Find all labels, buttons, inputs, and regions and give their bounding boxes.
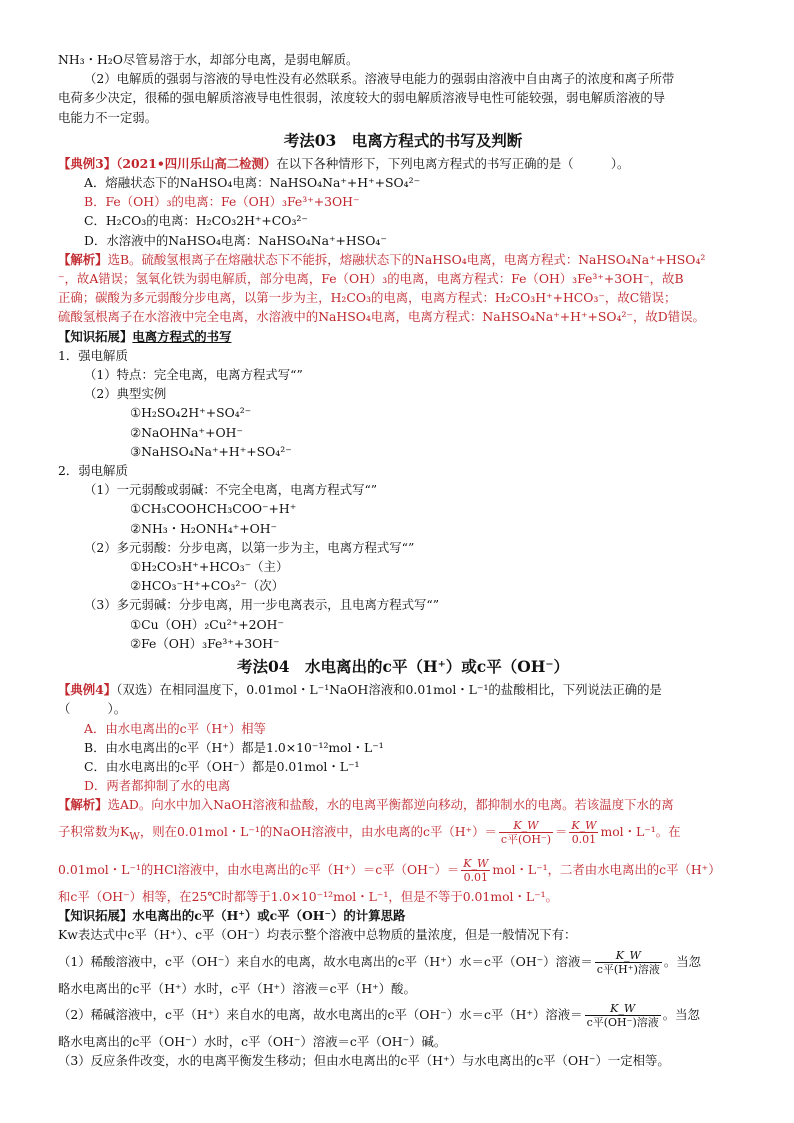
extension-list-item: （2）典型实例 — [84, 386, 167, 402]
section-heading-03: 考法03 电离方程式的书写及判断 — [283, 130, 523, 150]
option-a-correct: A．由水电离出的c平（H⁺）相等 — [84, 720, 266, 736]
intro-line: NH₃・H₂O尽管易溶于水，却部分电离，是弱电解质。 — [58, 52, 359, 67]
fraction-kw-over-001: $\frac{K\_W}{0.01}$ — [463, 856, 489, 884]
extension-tag: 【知识拓展】 — [58, 328, 133, 344]
fraction-kw-over-001: $\frac{K\_W}{0.01}$ — [571, 818, 597, 846]
extension-line: Kw表达式中c平（H⁺）、c平（OH⁻）均表示整个溶液中总物质的量浓度，但是一般情况下有： — [58, 927, 577, 943]
example-stem: 在以下各种情形下，下列电离方程式的书写正确的是（ ）。 — [276, 155, 630, 171]
extension-list-item: ②NH₃・H₂ONH₄⁺+OH⁻ — [130, 520, 278, 536]
section-heading-04: 考法04 水电离出的c平（H⁺）或c平（OH⁻） — [236, 657, 570, 677]
analysis-line: ⁻，故A错误；氢氧化铁为弱电解质，部分电离，Fe（OH）₃的电离，电离方程式：Fe（OH）₃Fe³⁺+3OH⁻，故B — [58, 271, 684, 287]
option-c: C．由水电离出的c平（OH⁻）都是0.01mol・L⁻¹ — [84, 758, 360, 774]
analysis-text: mol・L⁻¹，二者由水电离出的c平（H⁺） — [492, 861, 721, 877]
example-source: （2021•四川乐山高二检测） — [116, 155, 277, 171]
document-page — [58, 50, 748, 1070]
analysis-line: 选B。硫酸氢根离子在熔融状态下不能拆，熔融状态下的NaHSO₄电离，电离方程式：NaHSO₄Na⁺+HSO₄² — [107, 251, 706, 267]
analysis-line-formula — [58, 815, 748, 853]
extension-text: 。当忽 — [663, 953, 702, 969]
extension-list-item: 2．弱电解质 — [58, 463, 128, 479]
extension-list-item: ①Cu（OH）₂Cu²⁺+2OH⁻ — [130, 616, 285, 632]
extension-text: 。当忽 — [662, 1006, 700, 1022]
extension-line: （3）反应条件改变，水的电离平衡发生移动；但由水电离出的c平（H⁺）与水电离出的c平（OH⁻）一定相等。 — [58, 1053, 670, 1068]
extension-list-item: ②Fe（OH）₃Fe³⁺+3OH⁻ — [130, 635, 280, 651]
analysis-text: 子积常数为K — [58, 823, 130, 839]
extension-text: （1）稀酸溶液中，c平（OH⁻）来自水的电离，故水电离出的c平（H⁺）水＝c平（OH⁻）溶液＝ — [58, 953, 593, 969]
analysis-text: ，则在0.01mol・L⁻¹的NaOH溶液中，由水电离的c平（H⁺）＝ — [139, 823, 497, 839]
extension-title: 水电离出的c平（H⁺）或c平（OH⁻）的计算思路 — [132, 908, 406, 924]
analysis-text: 0.01mol・L⁻¹的HCl溶液中，由水电离出的c平（H⁺）＝c平（OH⁻）＝ — [58, 861, 460, 877]
extension-title: 电离方程式的书写 — [132, 328, 232, 344]
example-tag: 【典例4】 — [58, 682, 117, 698]
extension-list-item: ①CH₃COOHCH₃COO⁻+H⁺ — [130, 501, 297, 517]
intro-line: （2）电解质的强弱与溶液的导电性没有必然联系。溶液导电能力的强弱由溶液中自由离子的浓度和离子所带 — [84, 71, 675, 87]
fraction-kw-over-coh: $\frac{K\_W}{\text{c平(OH⁻)}}$ — [500, 818, 552, 846]
analysis-tag: 【解析】 — [58, 797, 108, 813]
extension-list-item: （3）多元弱碱：分步电离，用一步电离表示，且电离方程式写“” — [84, 597, 440, 613]
option-b: B．由水电离出的c平（H⁺）都是1.0×10⁻¹²mol・L⁻¹ — [84, 739, 384, 755]
extension-list-item: ②HCO₃⁻H⁺+CO₃²⁻（次） — [130, 578, 285, 594]
analysis-line: 和c平（OH⁻）相等，在25℃时都等于1.0×10⁻¹²mol・L⁻¹，但是不等于0.01mol・L⁻¹。 — [58, 888, 559, 904]
option-c: C．H₂CO₃的电离：H₂CO₃2H⁺+CO₃²⁻ — [84, 213, 308, 229]
fraction-kw-over-coh: $\frac{K\_W}{\text{c平(OH⁻)溶液}}$ — [586, 1001, 659, 1029]
example-3 — [58, 154, 748, 250]
example-stem: （双选）在相同温度下，0.01mol・L⁻¹NaOH溶液和0.01mol・L⁻¹的盐酸相比，下列说法正确的是 — [116, 682, 662, 698]
extension-list-item: ①H₂SO₄2H⁺+SO₄²⁻ — [130, 405, 252, 421]
option-d: D．水溶液中的NaHSO₄电离：NaHSO₄Na⁺+HSO₄⁻ — [84, 232, 387, 248]
option-a: A．熔融状态下的NaHSO₄电离：NaHSO₄Na⁺+H⁺+SO₄²⁻ — [84, 175, 421, 191]
equals-sign: ＝ — [555, 823, 568, 839]
extension-line-formula — [58, 998, 748, 1032]
extension-list — [58, 346, 748, 653]
fraction-kw-over-ch: $\frac{K\_W}{\text{c平(H⁺)溶液}}$ — [596, 948, 660, 976]
example-4 — [58, 680, 748, 795]
option-b-correct: B．Fe（OH）₃的电离：Fe（OH）₃Fe³⁺+3OH⁻ — [84, 194, 360, 210]
analysis-line: 选AD。向水中加入NaOH溶液和盐酸，水的电离平衡都逆向移动，都抑制水的电离。若该温度下水的离 — [107, 797, 674, 813]
extension-list-item: ③NaHSO₄Na⁺+H⁺+SO₄²⁻ — [130, 443, 292, 459]
analysis-line: 硫酸氢根离子在水溶液中完全电离，水溶液中的NaHSO₄电离，电离方程式：NaHSO₄Na⁺+H⁺+SO₄²⁻，故D错误。 — [58, 309, 705, 325]
example-tag: 【典例3】 — [58, 155, 117, 171]
extension-line-formula — [58, 945, 748, 979]
kw-subscript: W — [129, 829, 140, 842]
knowledge-extension-3 — [58, 327, 748, 653]
knowledge-extension-4 — [58, 906, 748, 1070]
analysis-4 — [58, 795, 748, 906]
extension-list-item: （1）特点：完全电离，电离方程式写“” — [84, 367, 303, 383]
intro-block — [58, 50, 748, 127]
extension-list-item: ②NaOHNa⁺+OH⁻ — [130, 424, 243, 440]
analysis-line-formula — [58, 853, 748, 887]
analysis-text: mol・L⁻¹。在 — [600, 823, 681, 839]
analysis-tag: 【解析】 — [58, 251, 108, 267]
extension-tag: 【知识拓展】 — [58, 908, 133, 924]
analysis-line: 正确；碳酸为多元弱酸分步电离，以第一步为主，H₂CO₃的电离，电离方程式：H₂CO₃H⁺+HCO₃⁻，故C错误； — [58, 290, 677, 306]
intro-line: 电能力不一定弱。 — [58, 109, 158, 125]
option-d-correct: D．两者都抑制了水的电离 — [84, 778, 231, 794]
extension-line: 略水电离出的c平（OH⁻）水时，c平（OH⁻）溶液＝c平（OH⁻）碱。 — [58, 1033, 447, 1049]
analysis-3 — [58, 250, 748, 327]
example-stem-cont: （ ）。 — [58, 701, 127, 717]
intro-line: 电荷多少决定，很稀的强电解质溶液导电性很弱，浓度较大的弱电解质溶液导电性可能较强，弱电解质溶液的导 — [58, 90, 666, 106]
extension-line: 略水电离出的c平（H⁺）水时，c平（H⁺）溶液＝c平（H⁺）酸。 — [58, 980, 416, 996]
extension-list-item: 1．强电解质 — [58, 347, 128, 363]
extension-list-item: （2）多元弱酸：分步电离，以第一步为主，电离方程式写“” — [84, 539, 415, 555]
extension-list-item: ①H₂CO₃H⁺+HCO₃⁻（主） — [130, 559, 289, 575]
extension-text: （2）稀碱溶液中，c平（H⁺）来自水的电离，故水电离出的c平（OH⁻）水＝c平（H⁺）溶液＝ — [58, 1006, 583, 1022]
extension-list-item: （1）一元弱酸或弱碱：不完全电离，电离方程式写“” — [84, 482, 378, 498]
